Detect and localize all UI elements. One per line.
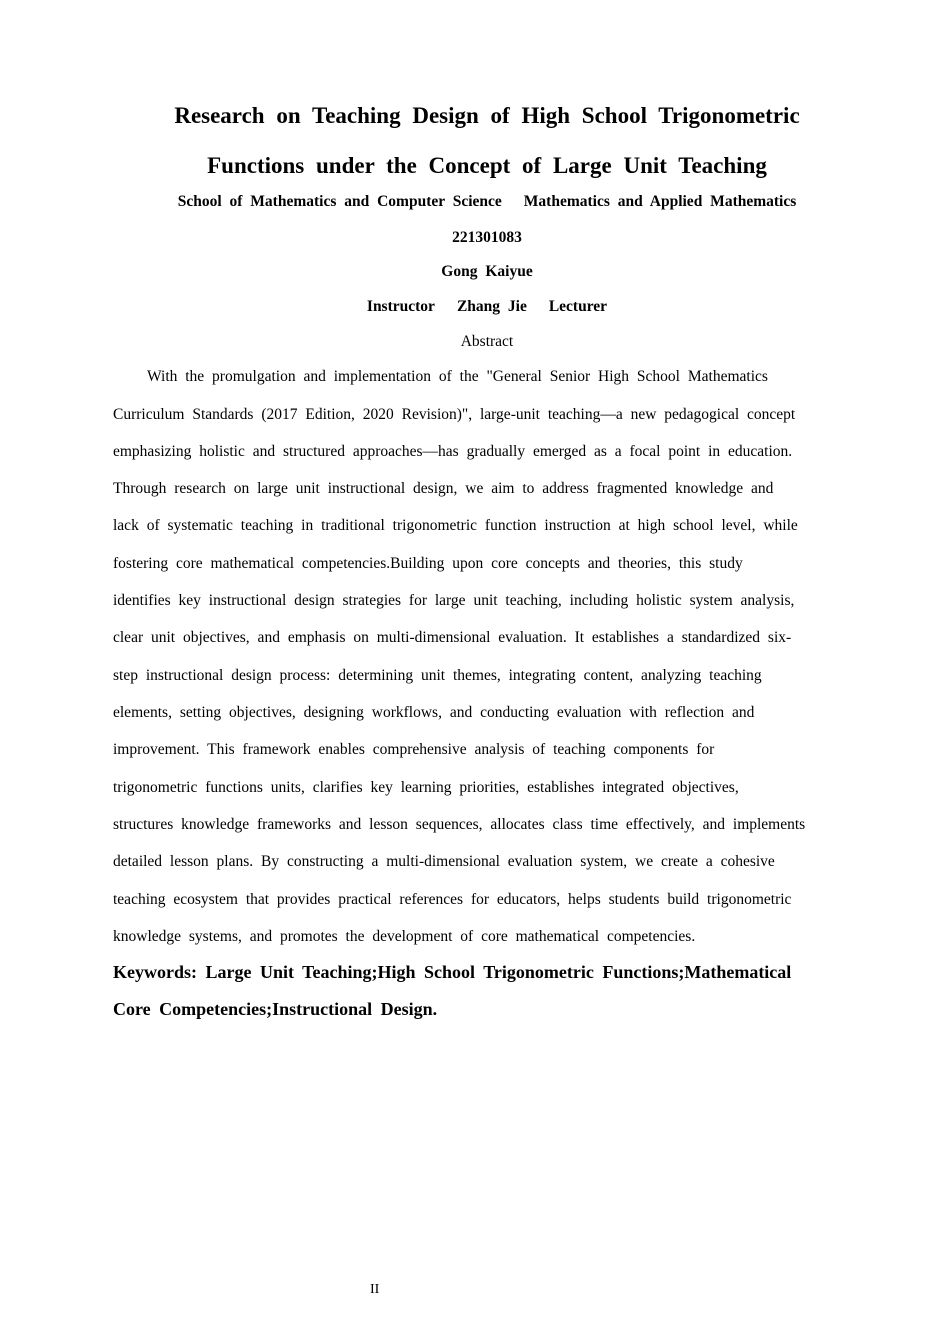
instructor-title: Lecturer	[548, 298, 608, 315]
instructor-line	[110, 296, 864, 318]
keywords-line-1: Keywords: Large Unit Teaching;High School Trigonometric Functions;Mathematical	[113, 962, 792, 982]
abstract-line: teaching ecosystem that provides practical references for educators, helps students build trigonometric	[113, 891, 792, 908]
abstract-line: step instructional design process: determining unit themes, integrating content, analyzing teaching	[113, 667, 762, 684]
major-name: Mathematics and Applied Mathematics	[523, 193, 797, 210]
title-line-2: Functions under the Concept of Large Unit Teaching	[207, 153, 767, 178]
abstract-line: elements, setting objectives, designing workflows, and conducting evaluation with reflection and	[113, 704, 755, 721]
abstract-line: trigonometric functions units, clarifies key learning priorities, establishes integrated objectives,	[113, 779, 739, 796]
abstract-line: improvement. This framework enables comprehensive analysis of teaching components for	[113, 741, 715, 758]
abstract-line: Curriculum Standards (2017 Edition, 2020 Revision)", large-unit teaching—a new pedagogical concept	[113, 406, 796, 423]
instructor-label: Instructor	[366, 298, 435, 315]
abstract-line: clear unit objectives, and emphasis on multi-dimensional evaluation. It establishes a standardized six-	[113, 629, 792, 646]
abstract-line: With the promulgation and implementation of the "General Senior High School Mathematics	[147, 368, 768, 385]
abstract-line: Through research on large unit instructional design, we aim to address fragmented knowledge and	[113, 480, 774, 497]
author-name: Gong Kaiyue	[441, 263, 533, 280]
instructor-name: Zhang Jie	[456, 298, 527, 315]
student-id: 221301083	[452, 229, 522, 246]
abstract-line: fostering core mathematical competencies.Building upon core concepts and theories, this study	[113, 555, 743, 572]
affiliation-line	[110, 191, 864, 213]
abstract-line: lack of systematic teaching in traditional trigonometric function instruction at high school level, while	[113, 517, 798, 534]
keywords-line-2: Core Competencies;Instructional Design.	[113, 999, 438, 1019]
abstract-line: detailed lesson plans. By constructing a multi-dimensional evaluation system, we create a cohesive	[113, 853, 775, 870]
page-number: II	[370, 1282, 380, 1297]
abstract-line: knowledge systems, and promotes the development of core mathematical competencies.	[113, 928, 696, 945]
school-name: School of Mathematics and Computer Science	[177, 193, 502, 210]
title-line-1: Research on Teaching Design of High School Trigonometric	[174, 103, 800, 128]
abstract-line: structures knowledge frameworks and lesson sequences, allocates class time effectively, and implements	[113, 816, 806, 833]
abstract-line: identifies key instructional design strategies for large unit teaching, including holistic system analysis,	[113, 592, 795, 609]
abstract-heading: Abstract	[460, 333, 514, 350]
abstract-line: emphasizing holistic and structured approaches—has gradually emerged as a focal point in education.	[113, 443, 793, 460]
